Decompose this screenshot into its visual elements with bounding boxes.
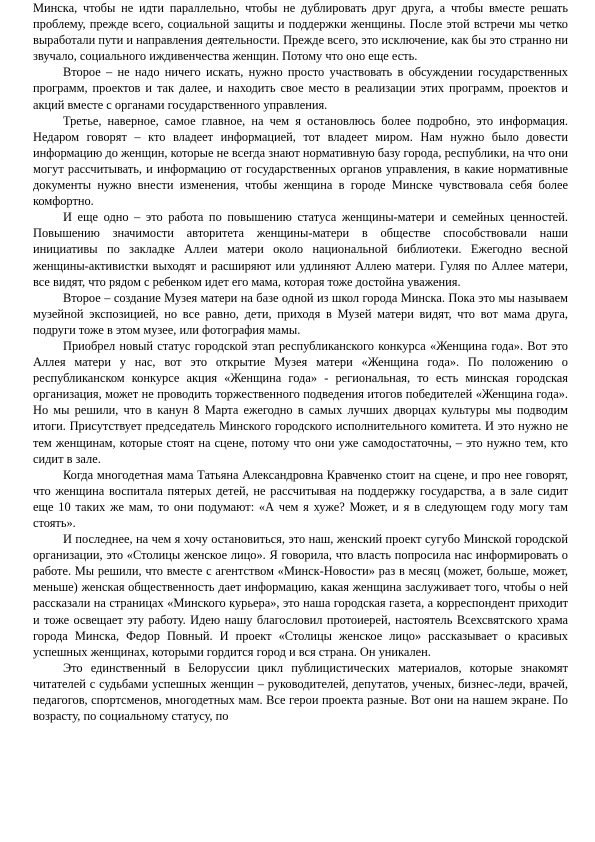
paragraph-continuation: Минска, чтобы не идти параллельно, чтобы не дублировать друг друга, а чтобы вместе решать проблему, прежде всего, социальной защиты и поддержки женщины. После этой встречи мы четко выработали пути и направления деятельности. Прежде всего, это исключение, как бы это странно ни звучало, социального иждивенчества женщин. Потому что оно еще есть. xyxy=(33,1,568,64)
paragraph: Второе – не надо ничего искать, нужно просто участвовать в обсуждении государственных программ, проектов и так далее, и находить свое место в реализации этих программ, проектов и акций вместе с органами государственного управления. xyxy=(33,65,568,112)
document-page xyxy=(33,0,568,724)
paragraph: Приобрел новый статус городской этап республиканского конкурса «Женщина года». Вот это Аллея матери у нас, вот это открытие Музея матери «Женщина года». По положению о республиканском конкурсе акция «Женщина года» - региональная, то есть минская городская организация, может не проводить торжественного подведения итогов победителей «Женщина года». Но мы решили, что в канун 8 Марта ежегодно в самых лучших дворцах культуры мы подводим итоги. Присутствует председатель Минского городского исполнительного комитета. И это нужно не тем женщинам, которые стоят на сцене, потому что они уже самодостаточны, – это нужно тем, кто сидит в зале. xyxy=(33,338,568,466)
paragraph: Второе – создание Музея матери на базе одной из школ города Минска. Пока это мы называем музейной экспозицией, но все равно, дети, приходя в Музей матери видят, что вот мама друга, подруги тоже в этом музее, или фотография мамы. xyxy=(33,290,568,337)
paragraph: Третье, наверное, самое главное, на чем я остановлюсь более подробно, это информация. Недаром говорят – кто владеет информацией, тот владеет миром. Нам нужно было довести информацию до женщин, которые не всегда знают нормативную базу города, республики, на что они могут рассчитывать, и информацию от государственных органов управления, в какие нормативные документы нужно внести изменения, чтобы женщина в городе Минске чувствовала себя более комфортно. xyxy=(33,113,568,209)
paragraph: Это единственный в Белоруссии цикл публицистических материалов, которые знакомят читателей с судьбами успешных женщин – руководителей, депутатов, ученых, бизнес-леди, врачей, педагогов, спортсменов, многодетных мам. Все герои проекта разные. Вот они на нашем экране. По возрасту, по социальному статусу, по xyxy=(33,660,568,724)
paragraph: И еще одно – это работа по повышению статуса женщины-матери и семейных ценностей. Повышению значимости авторитета женщины-матери в обществе способствовали наши инициативы по закладке Аллеи матери около национальной библиотеки. Ежегодно весной женщины-активистки выходят и расширяют или удлиняют Аллею матери. Гуляя по Аллее матери, все видят, что рядом с ребенком идет его мама, которая тоже достойна уважения. xyxy=(33,210,568,289)
paragraph: И последнее, на чем я хочу остановиться, это наш, женский проект сугубо Минской городской организации, это «Столицы женское лицо». Я говорила, что власть попросила нас информировать о работе. Мы решили, что вместе с агентством «Минск-Новости» раз в месяц (может, больше, может, меньше) женская общественность дает информацию, какая женщина заслуживает того, чтобы о ней рассказали на страницах «Минского курьера», это наша городская газета, а корреспондент приходит и тоже освещает эту работу. Идею нашу благословил протоиерей, настоятель Всехсвятского храма города Минска, Федор Повный. И проект «Столицы женское лицо» рассказывает о красивых успешных женщинах, которыми гордится город и вся страна. Он уникален. xyxy=(33,532,568,659)
paragraph: Когда многодетная мама Татьяна Александровна Кравченко стоит на сцене, и про нее говорят, что женщина воспитала пятерых детей, не рассчитывая на поддержку государства, а в зале сидит еще 10 таких же мам, то они подумают: «А чем я хуже? Может, и я в следующем году могу там стоять». xyxy=(33,467,568,530)
